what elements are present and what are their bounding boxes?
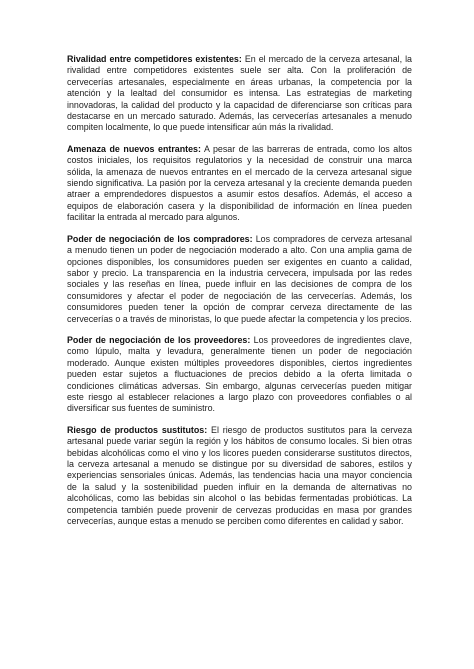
paragraph-substitutes	[67, 425, 412, 528]
paragraph-body: En el mercado de la cerveza artesanal, la rivalidad entre competidores existentes suele ser alta. Con la proliferación de cervecerías artesanales, especialmente en áreas urbanas, la competencia por la atención y la lealtad del consumidor es intensa. Las estrategias de marketing innovadoras, la calidad del producto y la capacidad de diferenciarse son críticas para destacarse en un mercado saturado. Además, las cervecerías artesanales a menudo compiten localmente, lo que puede intensificar aún más la rivalidad.	[67, 54, 412, 133]
paragraph-heading: Poder de negociación de los proveedores:	[67, 334, 251, 345]
paragraph-supplier-power	[67, 335, 412, 415]
paragraph-body: A pesar de las barreras de entrada, como los altos costos iniciales, los requisitos regulatorios y la necesidad de construir una marca sólida, la amenaza de nuevos entrantes en el mercado de la cerveza artesanal sigue siendo significativa. La pasión por la cerveza artesanal y la creciente demanda pueden atraer a emprendedores dispuestos a asumir estos desafíos. Además, el acceso a equipos de elaboración casera y la disponibilidad de información en línea pueden facilitar la entrada al mercado para algunos.	[67, 143, 412, 223]
paragraph-heading: Poder de negociación de los compradores:	[67, 233, 253, 244]
paragraph-body: Los compradores de cerveza artesanal a menudo tienen un poder de negociación moderado a alto. Con una amplia gama de opciones disponibles, los consumidores pueden ser exigentes en cuanto a calidad, sabor y precio. La transparencia en la industria cervecera, impulsada por las redes sociales y las reseñas en línea, puede influir en las decisiones de compra de los consumidores y afectar el poder de negociación de las cervecerías. Además, los consumidores pueden tener la opción de comprar cerveza directamente de las cervecerías o a través de minoristas, lo que puede afectar la competencia y los precios.	[67, 233, 412, 324]
paragraph-rivalry	[67, 54, 412, 134]
paragraph-new-entrants	[67, 144, 412, 224]
paragraph-heading: Rivalidad entre competidores existentes:	[67, 54, 242, 64]
paragraph-heading: Amenaza de nuevos entrantes:	[67, 143, 201, 154]
paragraph-buyer-power	[67, 234, 412, 325]
paragraph-body: Los proveedores de ingredientes clave, como lúpulo, malta y levadura, generalmente tienen un poder de negociación moderado. Aunque existen múltiples proveedores disponibles, ciertos ingredientes pueden estar sujetos a fluctuaciones de precios debido a la oferta limitada o condiciones climáticas adversas. Sin embargo, algunas cervecerías pueden mitigar este riesgo al establecer relaciones a largo plazo con proveedores confiables o al diversificar sus fuentes de suministro.	[67, 334, 413, 414]
paragraph-body: El riesgo de productos sustitutos para la cerveza artesanal puede variar según la región y los hábitos de consumo locales. Si bien otras bebidas alcohólicas como el vino y los licores pueden considerarse sustitutos directos, la cerveza artesanal a menudo se distingue por su diversidad de sabores, estilos y experiencias sensoriales únicas. Además, las tendencias hacia una mayor conciencia de la salud y la sostenibilidad pueden influir en la demanda de alternativas no alcohólicas, como las bebidas sin alcohol o las bebidas fermentadas probióticas. La competencia también puede provenir de cervezas producidas en masa por grandes cervecerías, aunque estas a menudo se perciben como diferentes en calidad y sabor.	[67, 424, 413, 527]
paragraph-heading: Riesgo de productos sustitutos:	[67, 424, 208, 435]
